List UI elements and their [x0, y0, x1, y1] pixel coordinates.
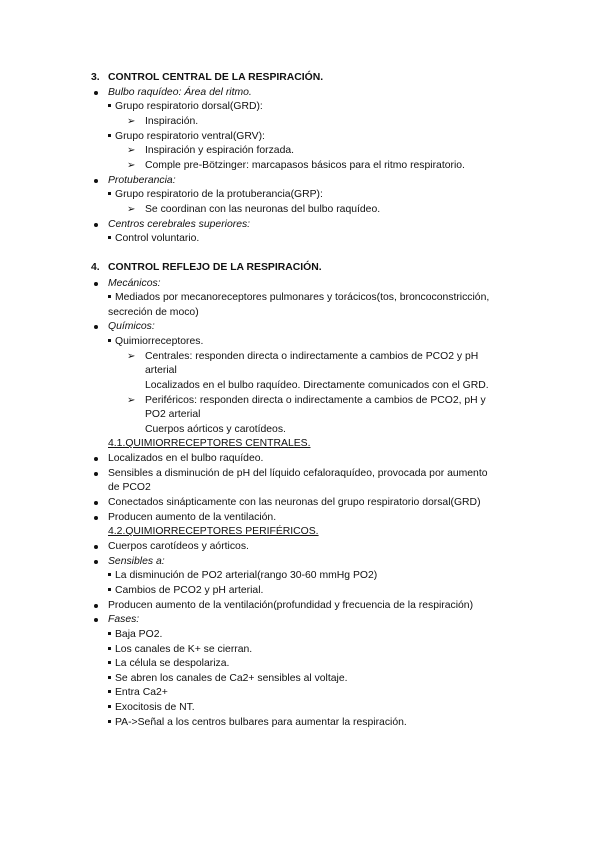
- list-item-continuation: Localizados en el bulbo raquídeo. Directamente comunicados con el GRD.: [145, 380, 489, 391]
- list-item: ➢ Centrales: responden directa o indirectamente a cambios de PCO2 y pH: [127, 351, 479, 362]
- fases-label: Fases:: [108, 614, 140, 625]
- fase-item: PA->Señal a los centros bulbares para aumentar la respiración.: [108, 716, 407, 729]
- fase-item: Baja PO2.: [108, 628, 162, 641]
- list-item: Cambios de PCO2 y pH arterial.: [108, 584, 263, 597]
- fase-item: Se abren los canales de Ca2+ sensibles al voltaje.: [108, 672, 348, 685]
- bullet-square: [108, 339, 111, 342]
- bullet-dot: [94, 501, 98, 505]
- bullet-square: [108, 690, 111, 693]
- list-item: Producen aumento de la ventilación(profundidad y frecuencia de la respiración): [108, 600, 474, 611]
- list-item: La disminución de PO2 arterial(rango 30-60 mmHg PO2): [108, 569, 377, 582]
- list-item: Grupo respiratorio dorsal(GRD):: [108, 100, 263, 113]
- bullet-dot: [94, 325, 98, 329]
- bullet-square: [108, 295, 111, 298]
- section-4-title: CONTROL REFLEJO DE LA RESPIRACIÓN.: [108, 262, 322, 273]
- section-3-number: 3.: [91, 72, 100, 83]
- list-item: Grupo respiratorio de la protuberancia(GRP):: [108, 188, 323, 201]
- bullet-dot: [94, 516, 98, 520]
- bullet-dot: [94, 618, 98, 622]
- list-item-continuation: PO2 arterial: [145, 409, 201, 420]
- arrow-bullet-icon: ➢: [127, 395, 136, 406]
- bullet-dot: [94, 223, 98, 227]
- bullet-square: [108, 573, 111, 576]
- list-item-continuation: arterial: [145, 365, 177, 376]
- bullet-square: [108, 705, 111, 708]
- list-item: Quimiorreceptores.: [108, 335, 203, 348]
- bullet-square: [108, 632, 111, 635]
- arrow-bullet-icon: ➢: [127, 116, 136, 127]
- list-item: ➢ Se coordinan con las neuronas del bulbo raquídeo.: [127, 204, 381, 215]
- bullet-square: [108, 588, 111, 591]
- list-item-continuation: de PCO2: [108, 482, 151, 493]
- fase-item: La célula se despolariza.: [108, 657, 229, 670]
- bullet-dot: [94, 604, 98, 608]
- list-item: Cuerpos carotídeos y aórticos.: [108, 541, 249, 552]
- arrow-bullet-icon: ➢: [127, 160, 136, 171]
- bullet-square: [108, 236, 111, 239]
- list-item: ➢ Inspiración y espiración forzada.: [127, 145, 295, 156]
- bullet-square: [108, 661, 111, 664]
- fase-item: Los canales de K+ se cierran.: [108, 643, 252, 656]
- list-item: ➢ Comple pre-Bötzinger: marcapasos básicos para el ritmo respiratorio.: [127, 160, 465, 171]
- bullet-dot: [94, 560, 98, 564]
- list-item: Control voluntario.: [108, 232, 199, 245]
- fase-item: Entra Ca2+: [108, 686, 168, 699]
- quimicos-label: Químicos:: [108, 321, 155, 332]
- list-item-continuation: secreción de moco): [108, 307, 199, 318]
- bullet-dot: [94, 472, 98, 476]
- list-item: ➢ Inspiración.: [127, 116, 199, 127]
- bullet-dot: [94, 457, 98, 461]
- section-3-title: CONTROL CENTRAL DE LA RESPIRACIÓN.: [108, 72, 324, 83]
- list-item: Producen aumento de la ventilación.: [108, 512, 277, 523]
- fase-item: Exocitosis de NT.: [108, 701, 195, 714]
- list-item-continuation: Cuerpos aórticos y carotídeos.: [145, 424, 286, 435]
- subsection-4-2-heading: 4.2.QUIMIORRECEPTORES PERIFÉRICOS.: [108, 526, 319, 537]
- subsection-4-1-heading: 4.1.QUIMIORRECEPTORES CENTRALES.: [108, 438, 311, 449]
- arrow-bullet-icon: ➢: [127, 145, 136, 156]
- arrow-bullet-icon: ➢: [127, 204, 136, 215]
- bullet-dot: [94, 282, 98, 286]
- list-item: Localizados en el bulbo raquídeo.: [108, 453, 264, 464]
- centros-label: Centros cerebrales superiores:: [108, 219, 251, 230]
- list-item: Grupo respiratorio ventral(GRV):: [108, 130, 265, 143]
- mecanicos-label: Mecánicos:: [108, 278, 161, 289]
- sensibles-label: Sensibles a:: [108, 556, 165, 567]
- bulbo-label: Bulbo raquídeo: Área del ritmo.: [108, 87, 252, 98]
- bullet-dot: [94, 91, 98, 95]
- protuberancia-label: Protuberancia:: [108, 175, 176, 186]
- list-item: Mediados por mecanoreceptores pulmonares y torácicos(tos, broncoconstricción,: [108, 291, 489, 304]
- bullet-square: [108, 134, 111, 137]
- bullet-dot: [94, 545, 98, 549]
- list-item: ➢ Periféricos: responden directa o indirectamente a cambios de PCO2, pH y: [127, 395, 486, 406]
- bullet-square: [108, 104, 111, 107]
- bullet-square: [108, 720, 111, 723]
- bullet-square: [108, 647, 111, 650]
- bullet-dot: [94, 179, 98, 183]
- list-item: Conectados sinápticamente con las neuronas del grupo respiratorio dorsal(GRD): [108, 497, 481, 508]
- bullet-square: [108, 192, 111, 195]
- list-item: Sensibles a disminución de pH del líquido cefaloraquídeo, provocada por aumento: [108, 468, 488, 479]
- bullet-square: [108, 676, 111, 679]
- section-4-number: 4.: [91, 262, 100, 273]
- arrow-bullet-icon: ➢: [127, 351, 136, 362]
